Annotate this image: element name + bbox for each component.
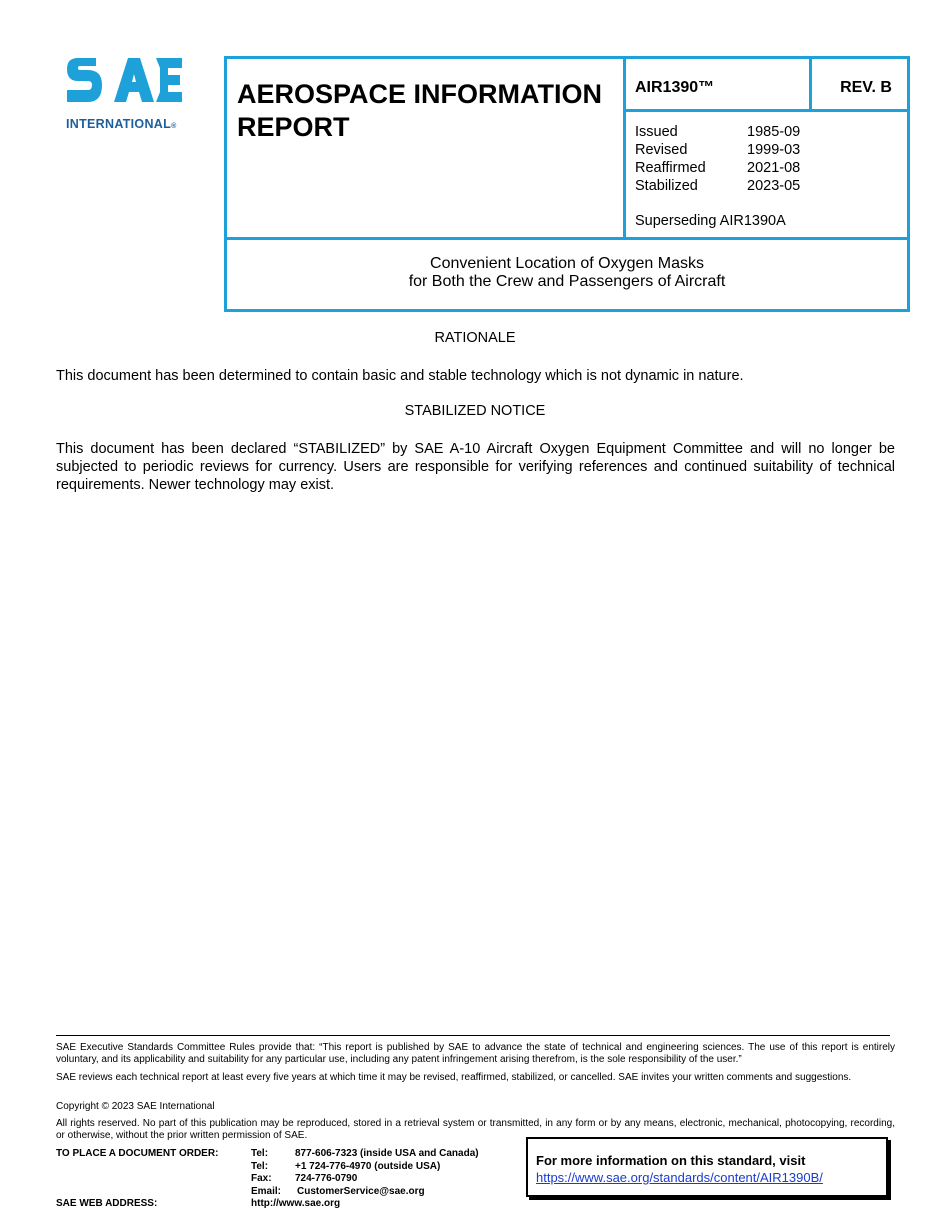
- header-divider: [623, 109, 907, 112]
- history-label: Reaffirmed: [635, 160, 706, 176]
- footer-divider: [56, 1035, 890, 1036]
- more-info-box: [526, 1137, 888, 1197]
- header-divider: [809, 59, 812, 109]
- standard-url-link[interactable]: https://www.sae.org/standards/content/AIR1390B/: [536, 1170, 823, 1185]
- document-header: [224, 56, 910, 312]
- contact-label: Tel:: [251, 1148, 269, 1159]
- committee-rules-text: SAE Executive Standards Committee Rules provide that: “This report is published by SAE to advance the state of technical and engineering sciences. The use of this report is entirely voluntary, and its applicability and suitability for any particular use, including any patent infringement arising therefrom, is the sole responsibility of the user.”: [56, 1042, 895, 1065]
- superseding-note: Superseding AIR1390A: [635, 213, 786, 229]
- rationale-text: This document has been determined to contain basic and stable technology which is not dynamic in nature.: [56, 368, 744, 384]
- header-divider: [623, 59, 626, 237]
- history-row: [635, 123, 800, 141]
- sae-logo-mark: [64, 52, 189, 114]
- contact-value: +1 724-776-4970 (outside USA): [295, 1160, 441, 1172]
- history-label: Stabilized: [635, 178, 698, 194]
- document-type: AEROSPACE INFORMATION REPORT: [237, 79, 603, 142]
- history-date: 1985-09: [747, 124, 801, 140]
- document-title: [227, 255, 907, 291]
- contact-value: 877-606-7323 (inside USA and Canada): [295, 1148, 479, 1159]
- contact-value: 724-776-0790: [295, 1173, 358, 1184]
- rights-text: All rights reserved. No part of this publication may be reproduced, stored in a retrieval system or transmitted, in any form or by any means, electronic, mechanical, photocopying, recording, or otherwise, without the prior written permission of SAE.: [56, 1118, 895, 1141]
- web-address-label: SAE WEB ADDRESS:: [56, 1198, 158, 1209]
- history-date: 1999-03: [747, 142, 801, 158]
- sae-international-wordmark: INTERNATIONAL®: [66, 117, 177, 131]
- contact-row: [251, 1161, 479, 1174]
- title-line: for Both the Crew and Passengers of Aircraft: [408, 273, 726, 290]
- history-date: 2023-05: [747, 178, 801, 194]
- header-divider: [227, 237, 907, 240]
- stabilized-heading: STABILIZED NOTICE: [404, 403, 546, 419]
- history-row: [635, 177, 800, 195]
- contact-row: [251, 1173, 479, 1186]
- contact-row: [251, 1198, 479, 1211]
- revision-history: [635, 123, 800, 195]
- history-date: 2021-08: [747, 160, 801, 176]
- more-info-title: For more information on this standard, visit: [536, 1153, 806, 1168]
- document-number: AIR1390™: [635, 79, 715, 96]
- contact-label: Tel:: [251, 1160, 269, 1172]
- history-row: [635, 159, 800, 177]
- contact-label: Fax:: [251, 1173, 272, 1184]
- history-label: Issued: [635, 124, 678, 140]
- contact-row: [251, 1186, 479, 1199]
- web-address-link[interactable]: http://www.sae.org: [251, 1198, 341, 1209]
- contact-row: [251, 1148, 479, 1161]
- history-label: Revised: [635, 142, 688, 158]
- review-text: SAE reviews each technical report at least every five years at which time it may be revised, reaffirmed, stabilized, or cancelled. SAE invites your written comments and suggestions.: [56, 1072, 852, 1083]
- title-line: Convenient Location of Oxygen Masks: [430, 255, 704, 272]
- copyright: Copyright © 2023 SAE International: [56, 1101, 215, 1112]
- stabilized-text: This document has been declared “STABILIZED” by SAE A-10 Aircraft Oxygen Equipment Committee and will no longer be subjected to periodic reviews for currency. Users are responsible for verifying references and continued suitability of technical requirements. Newer technology may exist.: [56, 441, 895, 493]
- order-label: TO PLACE A DOCUMENT ORDER:: [56, 1148, 219, 1159]
- rationale-heading: RATIONALE: [434, 330, 516, 346]
- history-row: [635, 141, 800, 159]
- email-link[interactable]: CustomerService@sae.org: [297, 1185, 425, 1197]
- contact-label: Email:: [251, 1185, 282, 1197]
- order-contacts: [251, 1148, 479, 1211]
- document-revision: REV. B: [840, 79, 892, 96]
